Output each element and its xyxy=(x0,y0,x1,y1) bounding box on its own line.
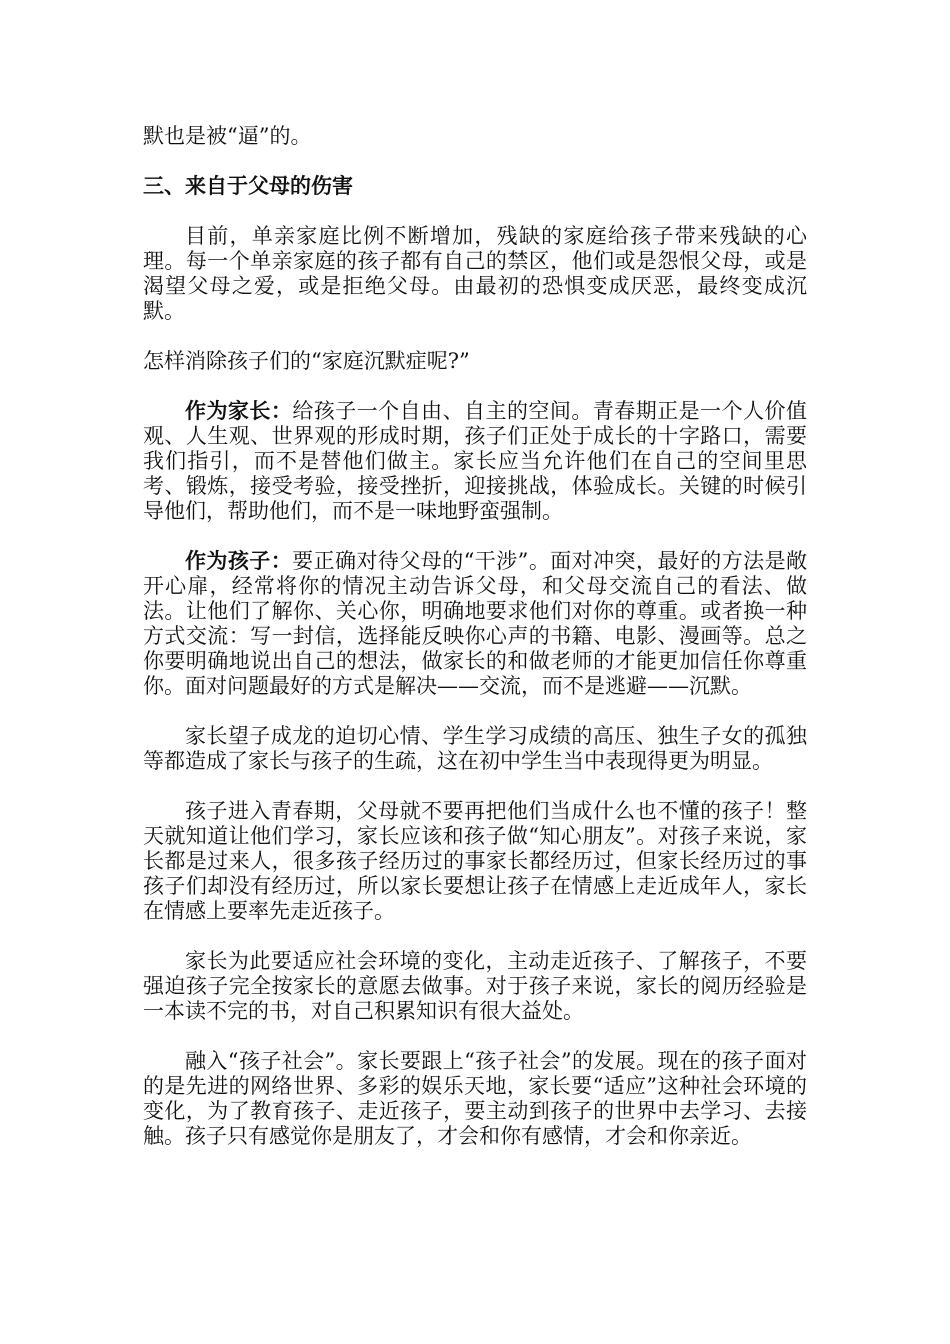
paragraph-child-society: 融入“孩子社会”。家长要跟上“孩子社会”的发展。现在的孩子面对的是先进的网络世界、多彩的娱乐天地，家长要“适应”这种社会环境的变化，为了教育孩子、走近孩子，要主动到孩子的世界中去学习、去接触。孩子只有感觉你是朋友了，才会和你有感情，才会和你亲近。 xyxy=(143,1049,807,1148)
child-lead-label: 作为孩子： xyxy=(185,549,293,573)
paragraph-as-child xyxy=(143,549,807,699)
paragraph-adapt: 家长为此要适应社会环境的变化，主动走近孩子、了解孩子，不要强迫孩子完全按家长的意愿去做事。对于孩子来说，家长的阅历经验是一本读不完的书，对自己积累知识有很大益处。 xyxy=(143,949,807,1023)
paragraph-pressure: 家长望子成龙的迫切心情、学生学习成绩的高压、独生子女的孤独等都造成了家长与孩子的生疏，这在初中学生当中表现得更为明显。 xyxy=(143,724,807,773)
parent-lead-label: 作为家长： xyxy=(185,399,293,423)
parent-advice-text: 给孩子一个自由、自主的空间。青春期正是一个人价值观、人生观、世界观的形成时期，孩子们正处于成长的十字路口，需要我们指引，而不是替他们做主。家长应当允许他们在自己的空间里思考、锻炼，接受考验，接受挫折，迎接挑战，体验成长。关键的时候引导他们，帮助他们，而不是一味地野蛮强制。 xyxy=(143,399,808,523)
paragraph-as-parent xyxy=(143,399,807,524)
child-advice-text: 要正确对待父母的“干涉”。面对冲突，最好的方法是敞开心扉，经常将你的情况主动告诉父母，和父母交流自己的看法、做法。让他们了解你、关心你，明确地要求他们对你的尊重。或者换一种方式交流：写一封信，选择能反映你心声的书籍、电影、漫画等。总之你要明确地说出自己的想法，做家长的和做老师的才能更加信任你尊重你。面对问题最好的方式是解决——交流，而不是逃避——沉默。 xyxy=(143,549,807,698)
paragraph-adolescence: 孩子进入青春期，父母就不要再把他们当成什么也不懂的孩子！整天就知道让他们学习，家长应该和孩子做“知心朋友”。对孩子来说，家长都是过来人，很多孩子经历过的事家长都经历过，但家长经历过的事孩子们却没有经历过，所以家长要想让孩子在情感上走近成年人，家长在情感上要率先走近孩子。 xyxy=(143,799,807,923)
continuation-text: 默也是被“逼”的。 xyxy=(143,124,312,148)
document-page xyxy=(143,118,807,1174)
section-heading: 三、来自于父母的伤害 xyxy=(143,174,353,198)
paragraph-single-parent: 目前，单亲家庭比例不断增加，残缺的家庭给孩子带来残缺的心理。每一个单亲家庭的孩子都有自己的禁区，他们或是怨恨父母，或是渴望父母之爱，或是拒绝父母。由最初的恐惧变成厌恶，最终变成沉默。 xyxy=(143,224,807,323)
question-text: 怎样消除孩子们的“家庭沉默症呢?” xyxy=(143,349,470,373)
